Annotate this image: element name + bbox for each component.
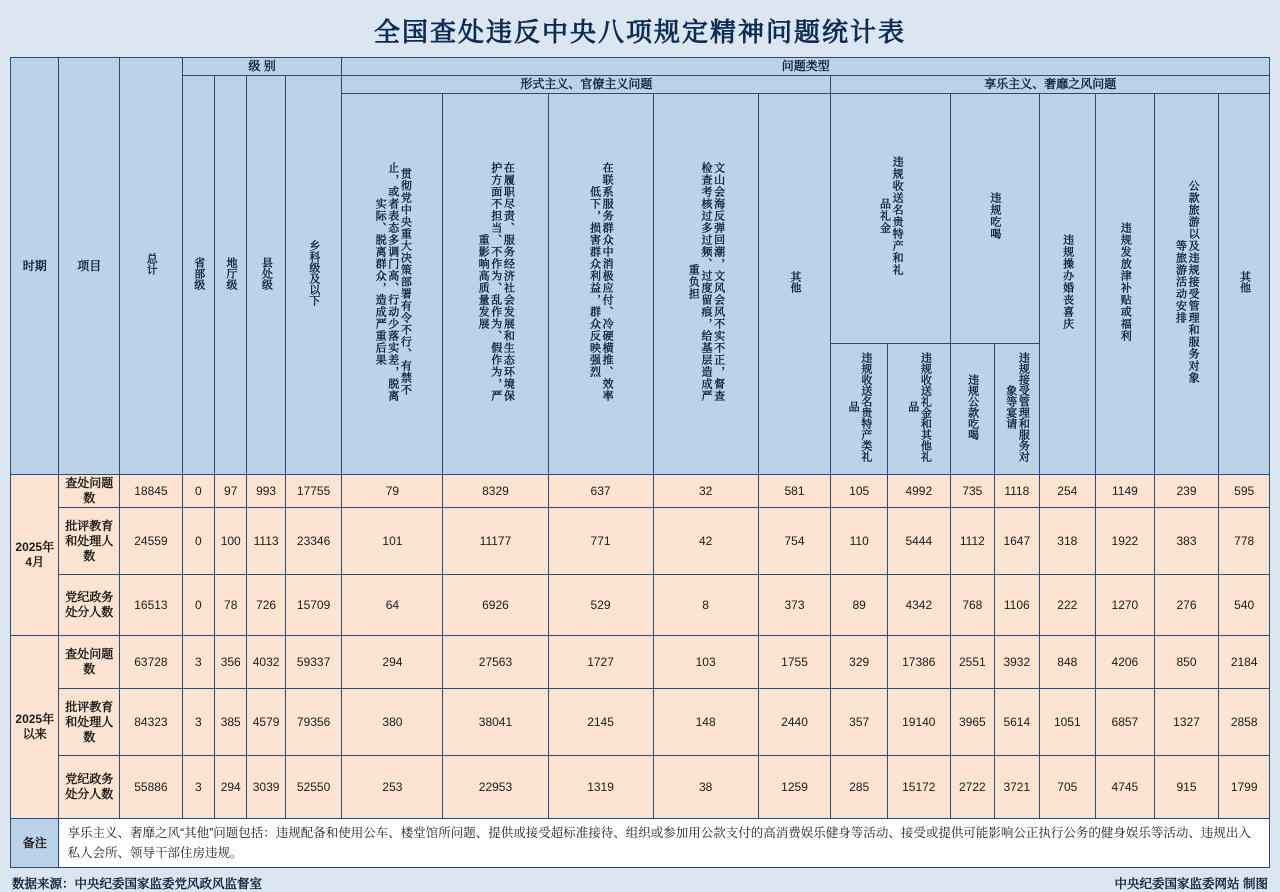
cell-level-xianchu: 993 xyxy=(247,475,285,508)
cell-level-xianchu: 4579 xyxy=(247,689,285,756)
header-hedonism-travel: 公款旅游以及违规接受管理和服务对象等旅游活动安排 xyxy=(1154,94,1219,475)
header-dining-sub-2: 违规接受管理和服务对象等宴请 xyxy=(995,344,1039,475)
cell-allowance: 1149 xyxy=(1096,475,1155,508)
row-item-label: 批评教育和处理人数 xyxy=(59,689,120,756)
cell-level-xianchu: 1113 xyxy=(247,508,285,575)
cell-formalism-2: 8329 xyxy=(443,475,548,508)
cell-gift-2: 4992 xyxy=(887,475,950,508)
cell-dining-1: 768 xyxy=(950,575,994,636)
cell-other: 778 xyxy=(1219,508,1270,575)
cell-level-sheng: 0 xyxy=(182,475,214,508)
header-level-diting: 地厅级 xyxy=(215,76,247,475)
cell-formalism-4: 8 xyxy=(653,575,758,636)
header-hedonism-group: 享乐主义、奢靡之风问题 xyxy=(831,76,1270,94)
cell-gift-2: 4342 xyxy=(887,575,950,636)
header-formalism-col-4: 文山会海反弹回潮，文风会风不实不正，督查检查考核过多过频、过度留痕，给基层造成严重负担 xyxy=(653,94,758,475)
header-problem-type-group: 问题类型 xyxy=(342,58,1270,76)
row-item-label: 查处问题数 xyxy=(59,636,120,689)
cell-total: 18845 xyxy=(120,475,183,508)
cell-formalism-4: 103 xyxy=(653,636,758,689)
header-hedonism-allowance: 违规发放津补贴或福利 xyxy=(1096,94,1155,475)
cell-formalism-3: 2145 xyxy=(548,689,653,756)
header-formalism-group: 形式主义、官僚主义问题 xyxy=(342,76,831,94)
cell-level-xiangke: 79356 xyxy=(285,689,342,756)
cell-travel: 383 xyxy=(1154,508,1219,575)
page-title: 全国查处违反中央八项规定精神问题统计表 xyxy=(373,18,906,47)
cell-dining-1: 3965 xyxy=(950,689,994,756)
row-item-label: 党纪政务处分人数 xyxy=(59,575,120,636)
cell-travel: 276 xyxy=(1154,575,1219,636)
cell-gift-1: 89 xyxy=(831,575,888,636)
cell-level-diting: 100 xyxy=(215,508,247,575)
cell-gift-1: 105 xyxy=(831,475,888,508)
statistics-table xyxy=(10,57,1270,868)
header-level-xianchu: 县处级 xyxy=(247,76,285,475)
header-hedonism-wedding: 违规操办婚丧喜庆 xyxy=(1039,94,1096,475)
cell-level-diting: 385 xyxy=(215,689,247,756)
cell-total: 55886 xyxy=(120,756,183,819)
cell-level-xiangke: 23346 xyxy=(285,508,342,575)
cell-total: 16513 xyxy=(120,575,183,636)
cell-formalism-other: 2440 xyxy=(758,689,831,756)
footer-credit: 中央纪委国家监委网站 制图 xyxy=(1114,877,1268,891)
cell-level-diting: 294 xyxy=(215,756,247,819)
header-formalism-col-other: 其他 xyxy=(758,94,831,475)
header-hedonism-other: 其他 xyxy=(1219,94,1270,475)
cell-formalism-4: 148 xyxy=(653,689,758,756)
header-level-xiangke: 乡科级及以下 xyxy=(285,76,342,475)
cell-total: 63728 xyxy=(120,636,183,689)
cell-dining-1: 1112 xyxy=(950,508,994,575)
cell-wedding: 254 xyxy=(1039,475,1096,508)
cell-dining-2: 3932 xyxy=(995,636,1039,689)
header-formalism-col-1: 贯彻党中央重大决策部署有令不行、有禁不止，或者表态多调门高、行动少落实差，脱离实际、脱离群众，造成严重后果 xyxy=(342,94,443,475)
cell-dining-2: 1118 xyxy=(995,475,1039,508)
cell-level-sheng: 0 xyxy=(182,575,214,636)
cell-formalism-1: 79 xyxy=(342,475,443,508)
header-row-groups xyxy=(11,58,1270,76)
cell-level-xiangke: 59337 xyxy=(285,636,342,689)
table-row xyxy=(11,475,1270,508)
cell-formalism-1: 294 xyxy=(342,636,443,689)
row-item-label: 查处问题数 xyxy=(59,475,120,508)
header-formalism-col-3: 在联系服务群众中消极应付、冷硬横推、效率低下，损害群众利益，群众反映强烈 xyxy=(548,94,653,475)
cell-formalism-4: 42 xyxy=(653,508,758,575)
cell-wedding: 222 xyxy=(1039,575,1096,636)
note-text: 享乐主义、奢靡之风“其他”问题包括：违规配备和使用公车、楼堂馆所问题、提供或接受超标准接待、组织或参加用公款支付的高消费娱乐健身等活动、接受或提供可能影响公正执行公务的健身娱乐等活动、违规出入私人会所、领导干部住房违规。 xyxy=(59,819,1270,868)
header-formalism-col-2: 在履职尽责、服务经济社会发展和生态环境保护方面不担当、不作为、乱作为、假作为，严重影响高质量发展 xyxy=(443,94,548,475)
cell-gift-2: 15172 xyxy=(887,756,950,819)
cell-travel: 850 xyxy=(1154,636,1219,689)
cell-formalism-3: 529 xyxy=(548,575,653,636)
cell-level-diting: 78 xyxy=(215,575,247,636)
cell-gift-2: 19140 xyxy=(887,689,950,756)
cell-travel: 1327 xyxy=(1154,689,1219,756)
cell-level-diting: 97 xyxy=(215,475,247,508)
table-row xyxy=(11,508,1270,575)
cell-formalism-2: 38041 xyxy=(443,689,548,756)
cell-formalism-3: 1319 xyxy=(548,756,653,819)
cell-level-sheng: 3 xyxy=(182,756,214,819)
header-dining-sub-1: 违规公款吃喝 xyxy=(950,344,994,475)
cell-dining-2: 3721 xyxy=(995,756,1039,819)
cell-level-xianchu: 726 xyxy=(247,575,285,636)
cell-total: 84323 xyxy=(120,689,183,756)
cell-other: 2184 xyxy=(1219,636,1270,689)
cell-gift-1: 285 xyxy=(831,756,888,819)
cell-dining-1: 2551 xyxy=(950,636,994,689)
header-level-group: 级 别 xyxy=(182,58,342,76)
cell-formalism-1: 253 xyxy=(342,756,443,819)
cell-formalism-1: 380 xyxy=(342,689,443,756)
header-level-sheng: 省部级 xyxy=(182,76,214,475)
cell-formalism-other: 1755 xyxy=(758,636,831,689)
header-period: 时期 xyxy=(11,58,59,475)
cell-dining-1: 2722 xyxy=(950,756,994,819)
header-gift-sub-1: 违规收送名贵特产类礼品 xyxy=(831,344,888,475)
cell-dining-1: 735 xyxy=(950,475,994,508)
cell-wedding: 848 xyxy=(1039,636,1096,689)
cell-gift-1: 110 xyxy=(831,508,888,575)
cell-allowance: 6857 xyxy=(1096,689,1155,756)
header-gift-sub-2: 违规收送礼金和其他礼品 xyxy=(887,344,950,475)
cell-other: 540 xyxy=(1219,575,1270,636)
footer xyxy=(10,868,1270,892)
note-row xyxy=(11,819,1270,868)
table-row xyxy=(11,636,1270,689)
cell-formalism-4: 38 xyxy=(653,756,758,819)
cell-dining-2: 1106 xyxy=(995,575,1039,636)
header-total: 总计 xyxy=(120,58,183,475)
period-label-2: 2025年以来 xyxy=(11,636,59,819)
cell-formalism-2: 27563 xyxy=(443,636,548,689)
cell-allowance: 4206 xyxy=(1096,636,1155,689)
cell-formalism-other: 373 xyxy=(758,575,831,636)
cell-other: 1799 xyxy=(1219,756,1270,819)
period-label-1: 2025年4月 xyxy=(11,475,59,636)
cell-formalism-4: 32 xyxy=(653,475,758,508)
cell-gift-2: 17386 xyxy=(887,636,950,689)
note-label: 备注 xyxy=(11,819,59,868)
cell-formalism-3: 1727 xyxy=(548,636,653,689)
cell-level-diting: 356 xyxy=(215,636,247,689)
cell-level-xiangke: 52550 xyxy=(285,756,342,819)
cell-wedding: 1051 xyxy=(1039,689,1096,756)
cell-level-xianchu: 3039 xyxy=(247,756,285,819)
cell-formalism-2: 6926 xyxy=(443,575,548,636)
cell-formalism-3: 771 xyxy=(548,508,653,575)
cell-travel: 239 xyxy=(1154,475,1219,508)
cell-formalism-3: 637 xyxy=(548,475,653,508)
cell-formalism-1: 101 xyxy=(342,508,443,575)
cell-formalism-2: 11177 xyxy=(443,508,548,575)
cell-level-sheng: 0 xyxy=(182,508,214,575)
row-item-label: 党纪政务处分人数 xyxy=(59,756,120,819)
row-item-label: 批评教育和处理人数 xyxy=(59,508,120,575)
cell-other: 2858 xyxy=(1219,689,1270,756)
cell-formalism-other: 581 xyxy=(758,475,831,508)
table-row xyxy=(11,689,1270,756)
cell-gift-1: 357 xyxy=(831,689,888,756)
header-hedonism-gift: 违规收送名贵特产和礼品礼金 xyxy=(831,94,950,344)
cell-level-xiangke: 17755 xyxy=(285,475,342,508)
cell-total: 24559 xyxy=(120,508,183,575)
cell-allowance: 1270 xyxy=(1096,575,1155,636)
cell-wedding: 318 xyxy=(1039,508,1096,575)
table-row xyxy=(11,756,1270,819)
header-hedonism-dining: 违规吃喝 xyxy=(950,94,1039,344)
cell-dining-2: 5614 xyxy=(995,689,1039,756)
cell-level-sheng: 3 xyxy=(182,689,214,756)
cell-dining-2: 1647 xyxy=(995,508,1039,575)
table-row xyxy=(11,575,1270,636)
cell-formalism-1: 64 xyxy=(342,575,443,636)
cell-formalism-other: 1259 xyxy=(758,756,831,819)
cell-level-xianchu: 4032 xyxy=(247,636,285,689)
cell-level-xiangke: 15709 xyxy=(285,575,342,636)
cell-level-sheng: 3 xyxy=(182,636,214,689)
header-row-subgroups xyxy=(11,76,1270,94)
cell-formalism-2: 22953 xyxy=(443,756,548,819)
cell-formalism-other: 754 xyxy=(758,508,831,575)
cell-gift-1: 329 xyxy=(831,636,888,689)
footer-source: 数据来源：中央纪委国家监委党风政风监督室 xyxy=(12,877,263,891)
cell-gift-2: 5444 xyxy=(887,508,950,575)
cell-allowance: 1922 xyxy=(1096,508,1155,575)
cell-allowance: 4745 xyxy=(1096,756,1155,819)
cell-wedding: 705 xyxy=(1039,756,1096,819)
header-item: 项目 xyxy=(59,58,120,475)
cell-other: 595 xyxy=(1219,475,1270,508)
cell-travel: 915 xyxy=(1154,756,1219,819)
